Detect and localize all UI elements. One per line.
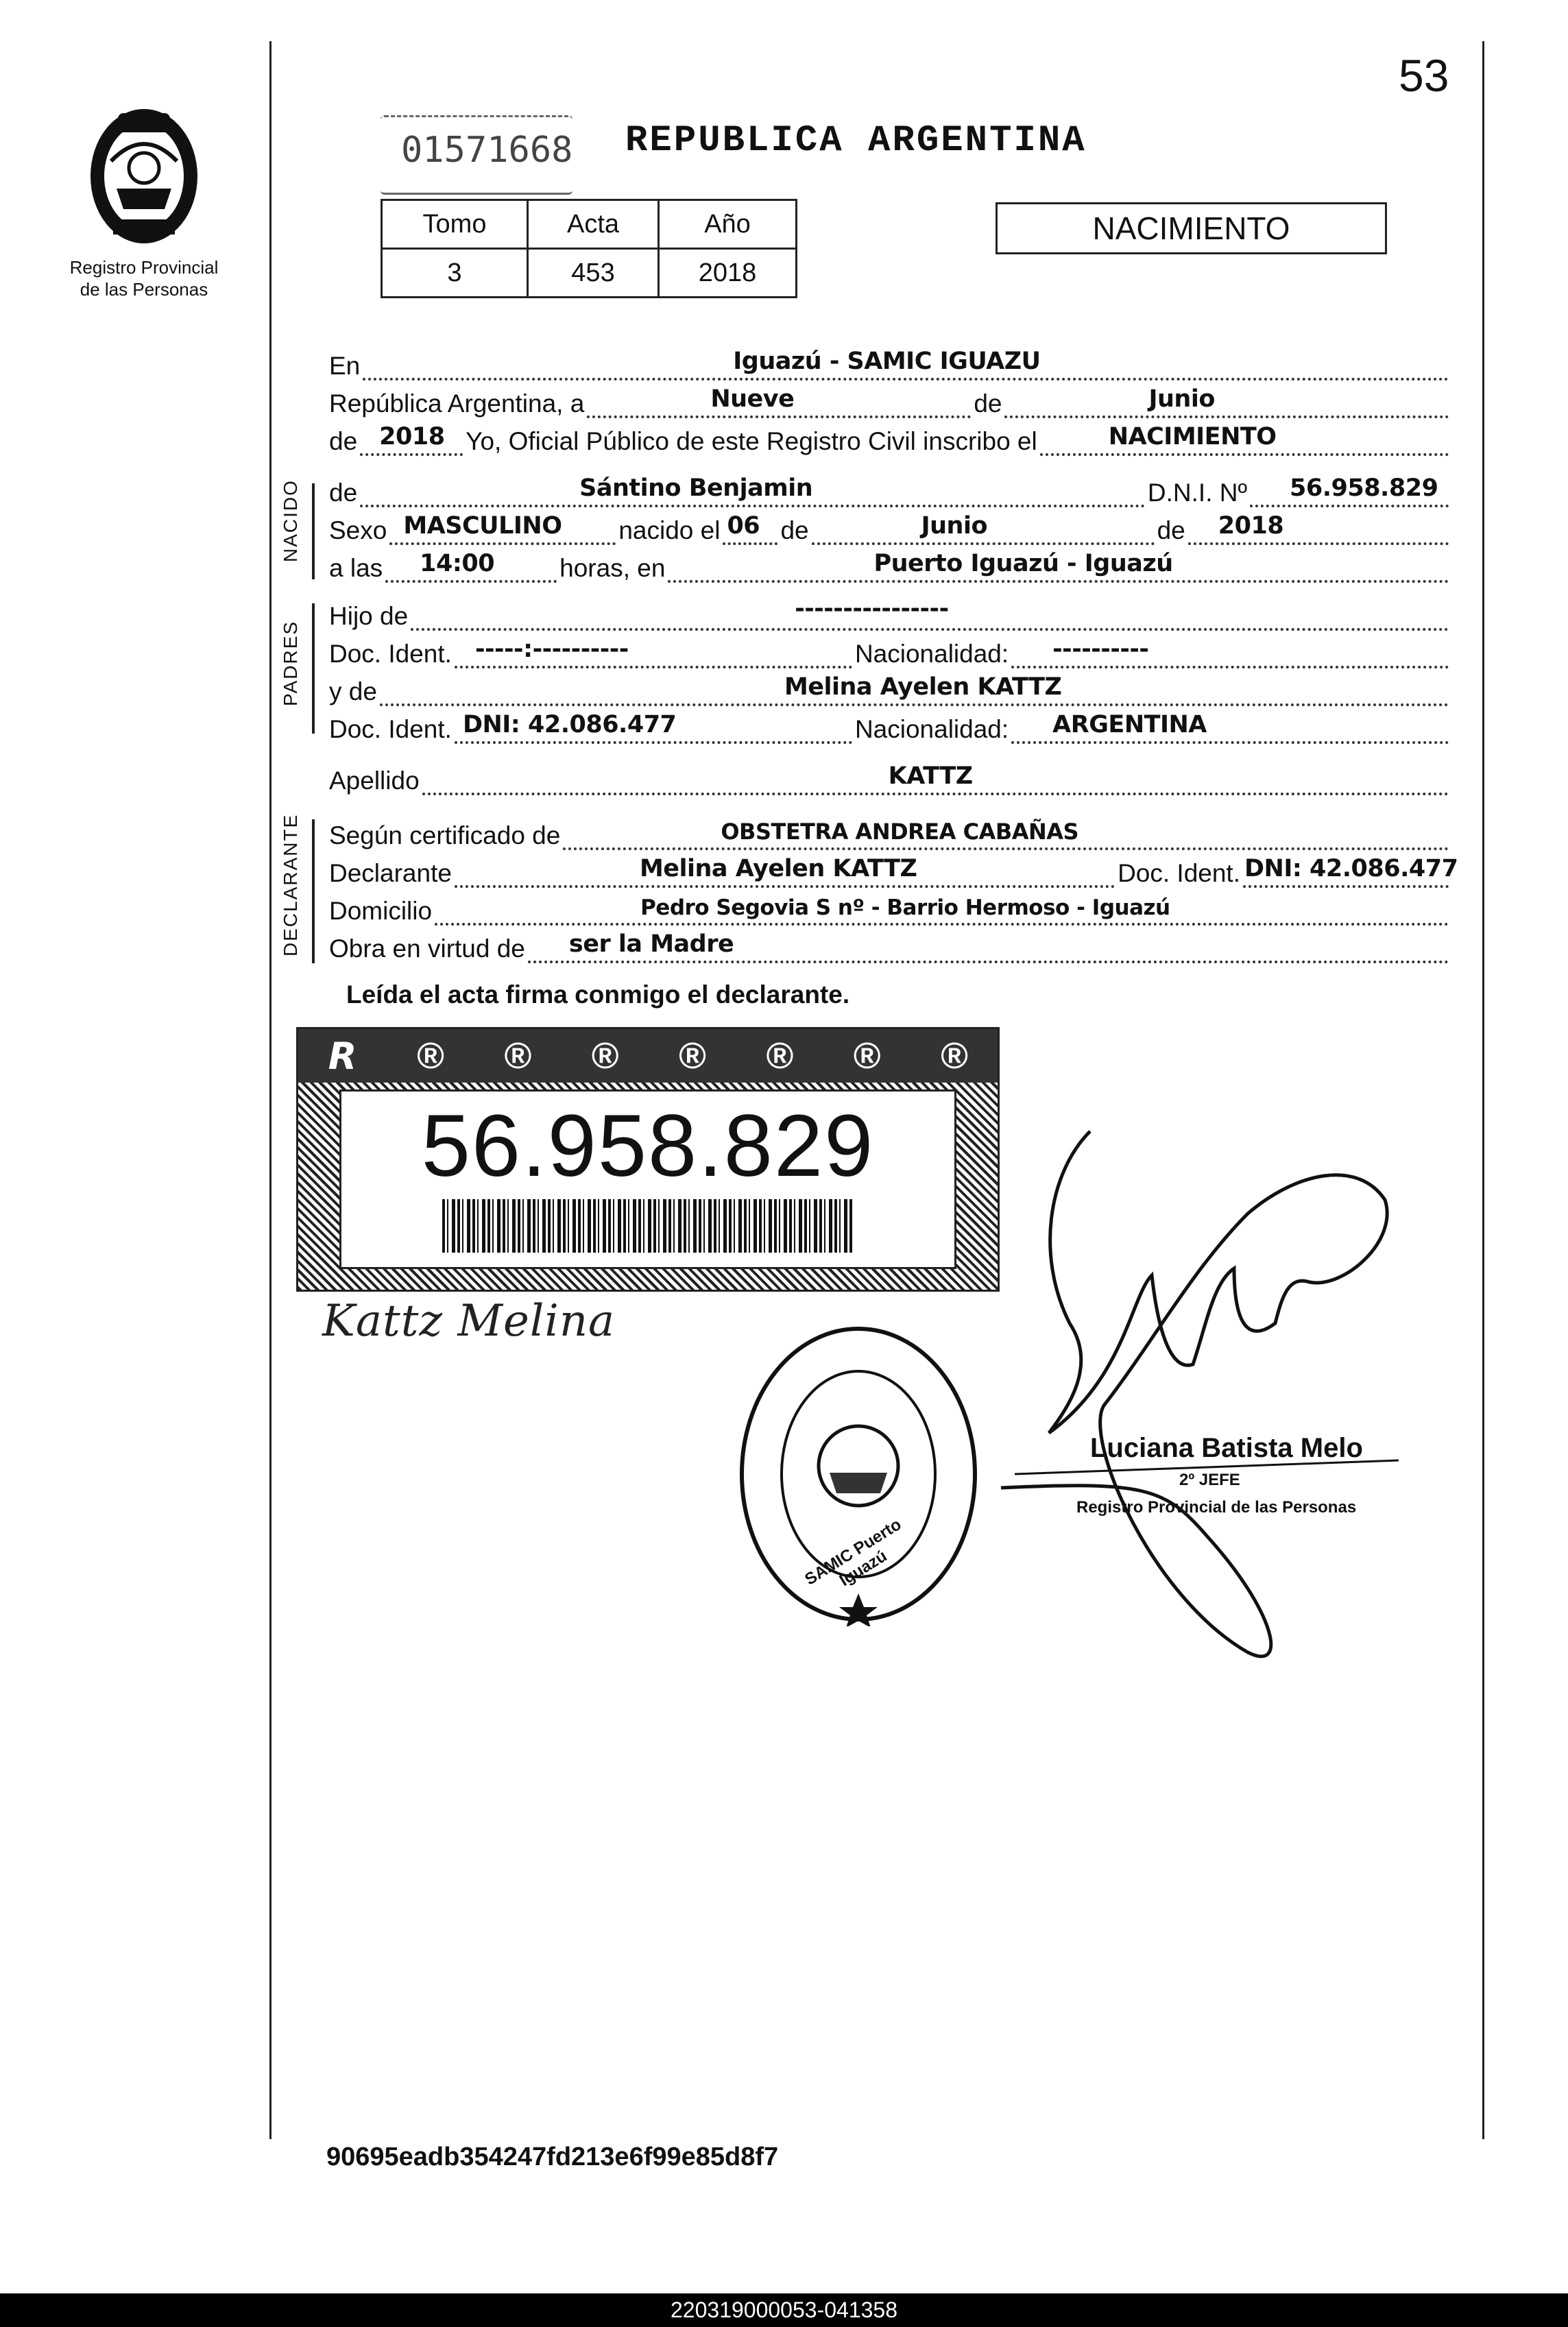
padres-section-label: PADRES — [280, 620, 301, 706]
row-republica — [329, 384, 1451, 418]
row-sexo — [329, 511, 1451, 545]
row-father-doc — [329, 634, 1451, 668]
official-name: Luciana Batista Melo — [1090, 1433, 1363, 1463]
declarante-section-label: DECLARANTE — [280, 813, 301, 956]
row-hijo-de — [329, 596, 1451, 631]
page-number: 53 — [1399, 50, 1449, 101]
table-cell-acta: 453 — [528, 249, 659, 298]
y-de-label: y de — [329, 677, 377, 706]
left-margin-line — [269, 41, 272, 2139]
mother-nationality-label: Nacionalidad: — [854, 715, 1009, 743]
row-en — [329, 346, 1451, 381]
sticker-panel — [339, 1089, 956, 1269]
dni-label: D.N.I. Nº — [1147, 479, 1247, 507]
row-mother-doc — [329, 710, 1451, 744]
row-apellido — [329, 761, 1451, 795]
year-value: 2018 — [379, 423, 445, 450]
row-y-de — [329, 672, 1451, 706]
registry-name-line1: Registro Provincial — [69, 257, 219, 278]
padres-bar — [312, 603, 315, 734]
official-title: 2º JEFE — [1179, 1471, 1240, 1489]
mother-doc-label: Doc. Ident. — [329, 715, 452, 743]
horas-label: horas, en — [559, 554, 666, 582]
official-office: Registro Provincial de las Personas — [1076, 1498, 1357, 1517]
row-domicilio — [329, 891, 1451, 926]
declarant-signature: Kattz Melina — [322, 1296, 616, 1347]
table-header-acta: Acta — [528, 200, 659, 249]
a-las-label: a las — [329, 554, 383, 582]
row-certificado — [329, 816, 1451, 850]
birth-day: 06 — [727, 512, 760, 540]
table-header-tomo: Tomo — [382, 200, 528, 249]
officer-text: Yo, Oficial Público de este Registro Civil inscribo el — [466, 427, 1037, 455]
declarante-doc-label: Doc. Ident. — [1118, 859, 1240, 887]
declarante-bar — [312, 819, 315, 963]
sticker-number: 56.958.829 — [421, 1097, 875, 1195]
registry-name-line2: de las Personas — [80, 279, 208, 300]
official-seal — [735, 1322, 982, 1626]
nacido-bar — [312, 483, 315, 579]
table-cell-tomo: 3 — [382, 249, 528, 298]
father-nationality-label: Nacionalidad: — [854, 640, 1009, 668]
nacido-de-label: de — [329, 479, 358, 507]
footer-code: 220319000053-041358 — [671, 2298, 897, 2322]
registry-logo — [75, 99, 213, 257]
birth-place: Puerto Iguazú - Iguazú — [873, 550, 1173, 577]
table-header-ano: Año — [659, 200, 797, 249]
apellido-value: KATTZ — [888, 762, 973, 790]
record-type: NACIMIENTO — [1092, 210, 1290, 246]
official-signature-icon — [987, 1118, 1481, 1666]
sticker-barcode — [442, 1199, 854, 1253]
birth-year: 2018 — [1218, 512, 1284, 540]
row-declarante — [329, 854, 1458, 888]
father-doc: -----:---------- — [474, 636, 629, 663]
certificado-label: Según certificado de — [329, 821, 561, 849]
father-name: ---------------- — [795, 595, 949, 623]
row-nacido-name — [329, 473, 1451, 507]
sticker-pattern-mark: ® — [416, 1035, 444, 1076]
document-hash: 90695eadb354247fd213e6f99e85d8f7 — [326, 2143, 779, 2171]
month-value: Junio — [1148, 385, 1215, 413]
dni-sticker — [296, 1027, 1000, 1292]
sexo-value: MASCULINO — [403, 512, 562, 540]
seal-inner-text: SAMIC Puerto Iguazú — [801, 1515, 905, 1591]
child-name: Sántino Benjamin — [579, 474, 813, 502]
sticker-pattern-letter: R — [328, 1034, 357, 1078]
certificado-value: OBSTETRA ANDREA CABAÑAS — [721, 819, 1079, 845]
declarante-label: Declarante — [329, 859, 452, 887]
right-margin-line — [1482, 41, 1484, 2139]
apellido-label: Apellido — [329, 767, 420, 795]
mother-name: Melina Ayelen KATTZ — [784, 673, 1062, 701]
de-label: de — [974, 389, 1002, 418]
sticker-pattern-mark: ® — [940, 1035, 968, 1076]
father-nationality: ---------- — [1052, 636, 1149, 663]
declarante-name: Melina Ayelen KATTZ — [639, 855, 917, 882]
misiones-emblem-icon — [75, 99, 213, 257]
declarante-doc: DNI: 42.086.477 — [1244, 855, 1458, 882]
nacido-section-label: NACIDO — [280, 479, 301, 562]
de-year-label: de — [329, 427, 358, 455]
father-doc-label: Doc. Ident. — [329, 640, 452, 668]
sticker-pattern-mark: ® — [765, 1035, 793, 1076]
domicilio-value: Pedro Segovia S nº - Barrio Hermoso - Iguazú — [640, 895, 1170, 920]
mother-nationality: ARGENTINA — [1052, 711, 1207, 738]
sticker-pattern-mark: ® — [853, 1035, 880, 1076]
birth-de-label-2: de — [1157, 516, 1185, 544]
sticker-pattern-mark: ® — [678, 1035, 706, 1076]
event-value: NACIMIENTO — [1108, 423, 1277, 450]
nacido-el-label: nacido el — [618, 516, 721, 544]
serial-number: 01571668 — [401, 130, 573, 171]
sticker-pattern-mark: ® — [503, 1035, 531, 1076]
mother-doc: DNI: 42.086.477 — [462, 711, 677, 738]
birth-time: 14:00 — [420, 550, 495, 577]
child-dni: 56.958.829 — [1290, 474, 1438, 502]
row-a-las — [329, 548, 1451, 583]
domicilio-label: Domicilio — [329, 897, 433, 925]
record-type-box — [996, 202, 1387, 254]
row-obra — [329, 929, 1451, 963]
footer-bar — [0, 2293, 1568, 2327]
row-de-year — [329, 422, 1451, 456]
obra-label: Obra en virtud de — [329, 935, 525, 963]
place-value: Iguazú - SAMIC IGUAZU — [733, 348, 1041, 375]
sexo-label: Sexo — [329, 516, 387, 544]
republic-label: República Argentina, a — [329, 389, 585, 418]
obra-value: ser la Madre — [568, 930, 734, 958]
country-heading: REPUBLICA ARGENTINA — [625, 120, 1087, 162]
serial-stamp — [381, 115, 572, 195]
table-cell-ano: 2018 — [659, 249, 797, 298]
sticker-pattern-mark: ® — [591, 1035, 618, 1076]
birth-de-label: de — [780, 516, 809, 544]
hijo-de-label: Hijo de — [329, 602, 409, 630]
closing-text: Leída el acta firma conmigo el declarante. — [346, 980, 850, 1009]
sticker-pattern — [298, 1029, 998, 1083]
birth-month: Junio — [921, 512, 988, 540]
record-table — [381, 199, 797, 298]
en-label: En — [329, 352, 361, 380]
day-value: Nueve — [710, 385, 795, 413]
